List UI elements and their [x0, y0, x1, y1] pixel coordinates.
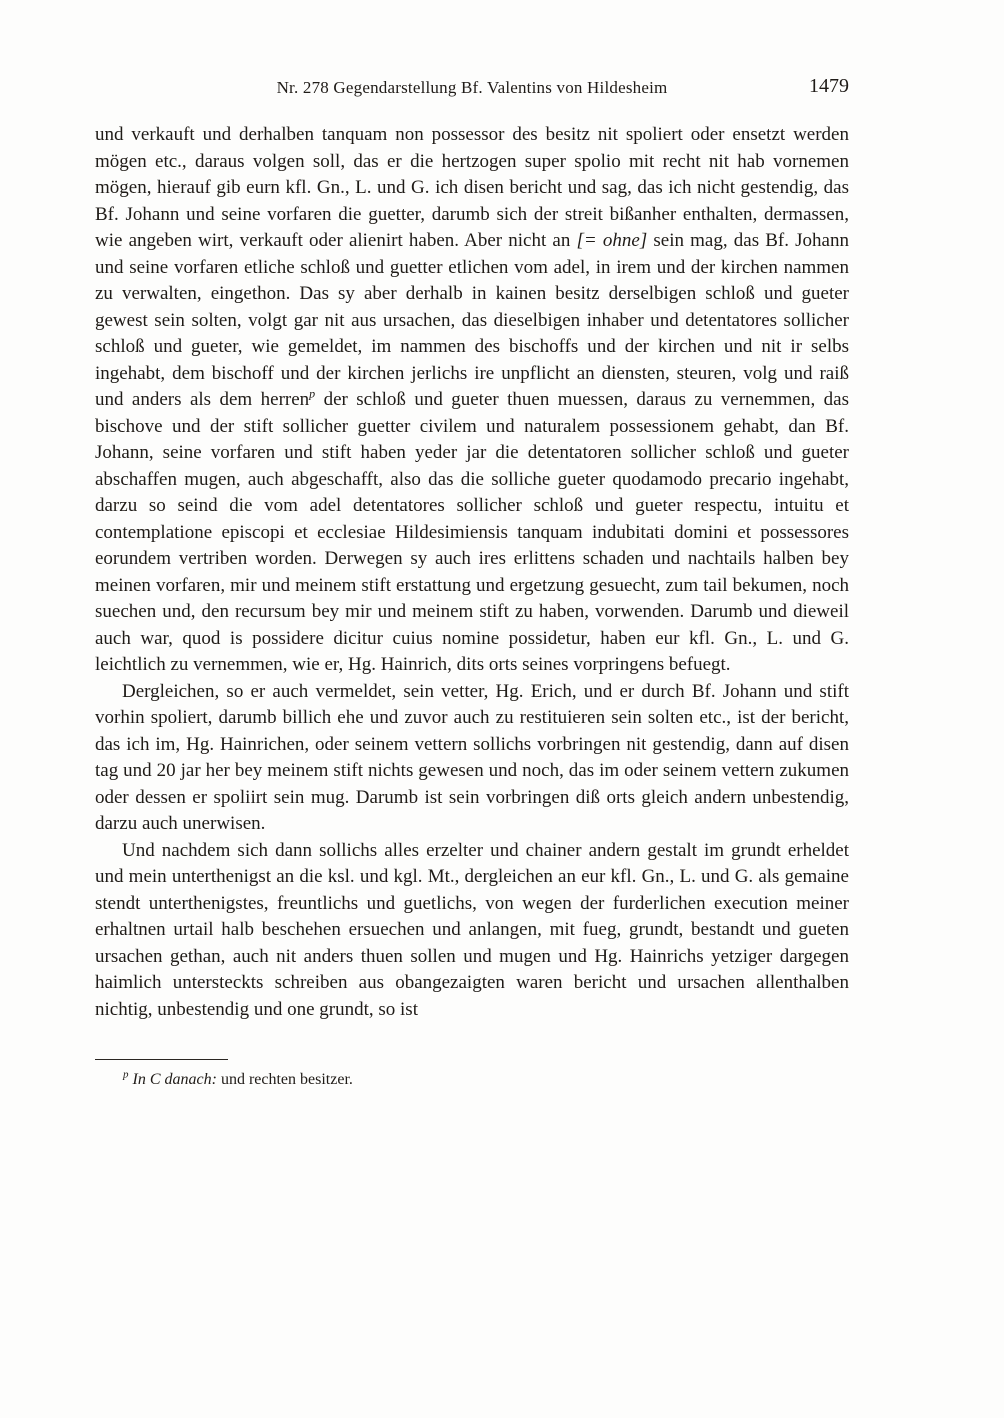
paragraph-1: [95, 122, 849, 679]
footnote-section: [95, 1059, 849, 1090]
running-title: Nr. 278 Gegendarstellung Bf. Valentins von Hildesheim: [276, 78, 668, 97]
paragraph-3-text: Und nachdem sich dann sollichs alles erzelter und chainer andern gestalt im grundt erheldet und mein unterthenigst an die ksl. und kgl. Mt., dergleichen an eur kfl. Gn., L. und G. als gemaine stendt unterthenigstes, freuntlichs und guetlichs, von wegen der furderlichen execution meiner erhaltnen urtail halb beschehen ersuechen und anlangen, mit fueg, grundt, bestandt und gueten ursachen gethan, auch nit anders thuen sollen und mugen und Hg. Hainrichs yetziger dargegen haimlich untersteckts schreiben aus obangezaigten waren bericht und ursachen allenthalben nichtig, unbestendig und one grundt, so ist: [95, 839, 849, 1020]
footnote-marker-p: p: [309, 386, 316, 401]
page-header: [95, 75, 849, 102]
body-text: [95, 122, 849, 1023]
paragraph-2: [95, 679, 849, 838]
paragraph-2-text: Dergleichen, so er auch vermeldet, sein vetter, Hg. Erich, und er durch Bf. Johann und stift vorhin spoliert, darumb billich ehe und zuvor auch zu restituieren sein solten etc., ist der bericht, das ich im, Hg. Hainrichen, oder seinem vettern sollichs vorbringen nit gestendig, dann auf disen tag und 20 jar her bey meinem stift nichts gewesen und noch, das im oder seinem vettern zukumen oder dessen er spoliirt sein mug. Darumb ist sein vorbringen diß orts gleich andern unbestendig, darzu auch unerwisen.: [95, 680, 849, 834]
footnote-text: und rechten besitzer.: [220, 1071, 353, 1088]
text-block: [95, 75, 849, 1090]
paragraph-1-text: der schloß und gueter thuen muessen, daraus zu vernemmen, das bischove und der stift sollicher guetter civilem und naturalem possessionem gehabt, dan Bf. Johann, seine vorfaren und stift haben yeder jar die detentatoren sollicher schloß und gueter abschaffen mugen, auch abgeschafft, also das die solliche gueter quodamodo precario ingehabt, darzu so seind die vom adel detentatores sollicher schloß und gueter respectu, intuitu et contemplatione episcopi et ecclesiae Hildesimiensis tanquam indubitati domini et possessores eorundem vertriben worden. Derwegen sy auch ires erlittens schaden und nachtails halben bey meinen vorfaren, mir und meinem stift erstattung und ergetzung gesuecht, zum tail bekumen, noch suechen und, den recursum bey mir und meinem stift zu haben, vorwenden. Darumb und dieweil auch war, quod is possidere dicitur cuius nomine possidetur, haben eur kfl. Gn., L. und G. leichtlich zu vernemmen, wie er, Hg. Hainrich, dits orts seines vorpringens befuegt.: [95, 389, 849, 675]
page-number: 1479: [809, 75, 849, 97]
paragraph-1-text: sein mag, das Bf. Johann und seine vorfaren etliche schloß und guetter etlichen vom adel, in irem und der kirchen nammen zu verwalten, eingethon. Das sy aber derhalb in kainen besitz derselbigen schloß und gueter gewest sein solten, volgt gar nit aus ursachen, das dieselbigen inhaber und detentatores sollicher schloß und gueter, wie gemeldet, im nammen des bischoffs und der kirchen und nit ir selbs ingehabt, dem bischoff und der kirchen jerlichs ire unpflicht an diensten, steuren, volg und raiß und anders als dem herren: [95, 230, 849, 410]
paragraph-3: [95, 838, 849, 1024]
footnote-marker-p: p: [123, 1068, 129, 1081]
footnote-p: [95, 1069, 849, 1090]
editorial-gloss: [= ohne]: [576, 230, 648, 251]
footnote-source-note: In C danach:: [132, 1071, 217, 1088]
paragraph-1-text: und verkauft und derhalben tanquam non possessor des besitz nit spoliert oder ensetzt werden mögen etc., daraus volgen soll, das er die hertzogen super spolio mit recht nit hab vornemen mögen, hierauf gib eurn kfl. Gn., L. und G. ich disen bericht und sag, das ich nicht gestendig, das Bf. Johann und seine vorfaren die guetter, darumb sich der streit bißanher enthalten, dermassen, wie angeben wirt, verkauft oder alienirt haben. Aber nicht an: [95, 124, 849, 251]
footnote-rule: [95, 1059, 228, 1060]
